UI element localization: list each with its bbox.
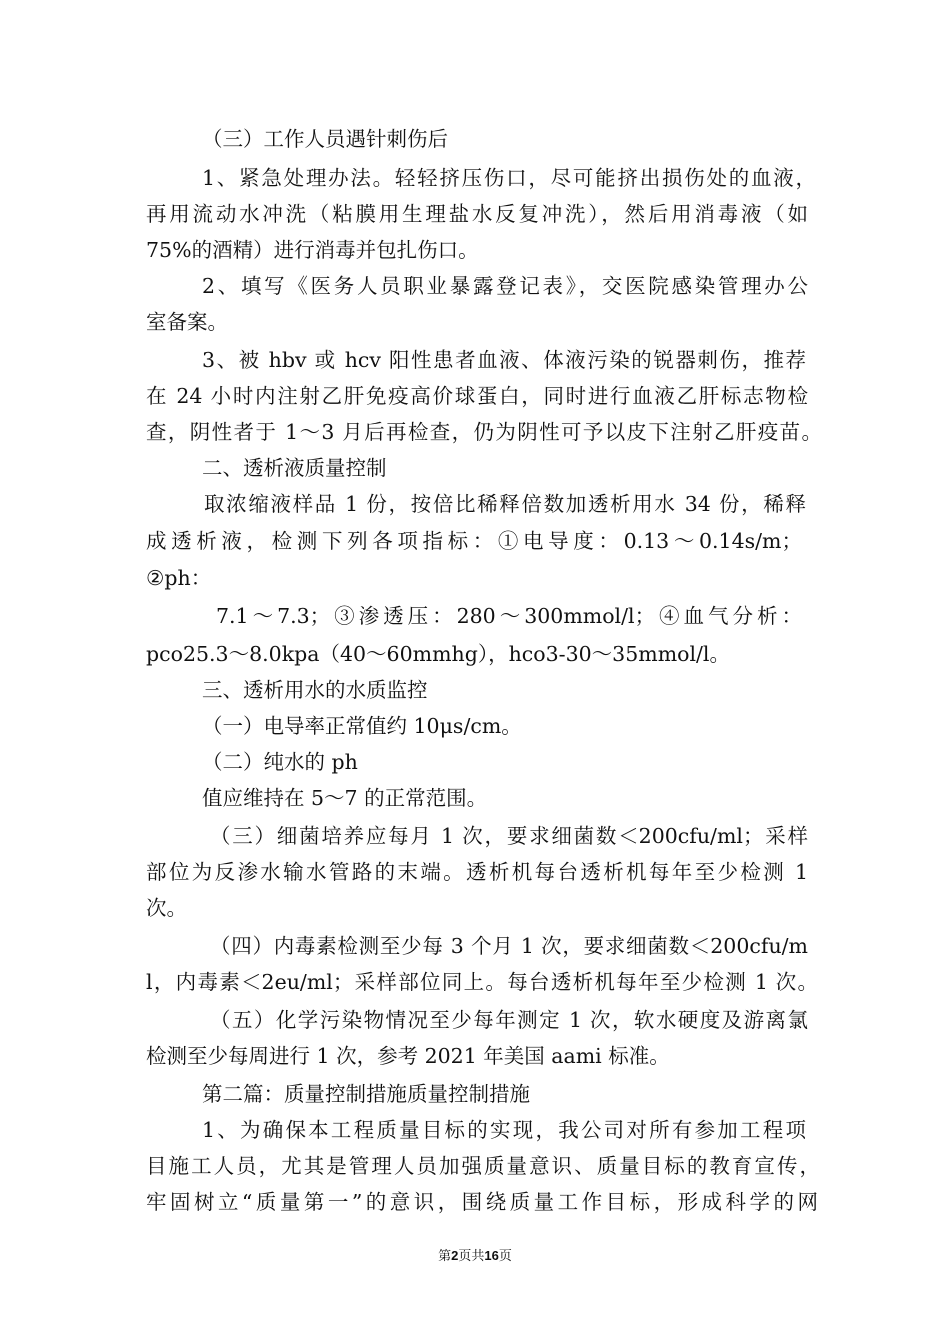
page-footer: [0, 1248, 950, 1265]
paragraph-line: pco25.3～8.0kpa（40～60mmhg），hco3-30～35mmol/l。: [146, 642, 730, 666]
paragraph-line: 再用流动水冲洗（粘膜用生理盐水反复冲洗），然后用消毒液（如: [146, 202, 808, 226]
footer-prefix: 第: [438, 1249, 452, 1264]
section-heading: 三、透析用水的水质监控: [202, 678, 428, 702]
page-total: 16: [484, 1248, 499, 1263]
footer-suffix: 页: [498, 1249, 512, 1264]
paragraph-line: 检测至少每周进行 1 次，参考 2021 年美国 aami 标准。: [146, 1044, 670, 1068]
paragraph-line: 牢固树立“质量第一”的意识，围绕质量工作目标，形成科学的网: [146, 1190, 818, 1214]
paragraph-line: ②ph：: [146, 566, 212, 590]
paragraph-line: （五）化学污染物情况至少每年测定 1 次，软水硬度及游离氯: [210, 1008, 808, 1032]
paragraph-line: 3、被 hbv 或 hcv 阳性患者血液、体液污染的锐器刺伤，推荐: [202, 348, 806, 372]
paragraph-line: 1、紧急处理办法。轻轻挤压伤口，尽可能挤出损伤处的血液，: [202, 166, 816, 190]
paragraph-line: 部位为反渗水输水管路的末端。透析机每台透析机每年至少检测 1: [146, 860, 808, 884]
paragraph-line: 在 24 小时内注射乙肝免疫高价球蛋白，同时进行血液乙肝标志物检: [146, 384, 808, 408]
paragraph-line: （一）电导率正常值约 10μs/cm。: [202, 714, 522, 738]
section-heading: 第二篇：质量控制措施质量控制措施: [202, 1082, 530, 1106]
paragraph-line: （二）纯水的 ph: [202, 750, 358, 774]
footer-middle: 页共: [458, 1249, 485, 1264]
paragraph-line: 成透析液，检测下列各项指标：①电导度：0.13～0.14s/m；: [146, 529, 802, 553]
paragraph-line: 查，阴性者于 1～3 月后再检查，仍为阴性可予以皮下注射乙肝疫苗。: [146, 420, 822, 444]
paragraph-line: 2、填写《医务人员职业暴露登记表》，交医院感染管理办公: [202, 274, 808, 298]
paragraph-line: 取浓缩液样品 1 份，按倍比稀释倍数加透析用水 34 份，稀释: [204, 492, 806, 516]
paragraph-line: 室备案。: [146, 310, 228, 334]
paragraph-line: 目施工人员，尤其是管理人员加强质量意识、质量目标的教育宣传，: [146, 1154, 820, 1178]
paragraph-line: 7.1～7.3；③渗透压：280～300mmol/l；④血气分析：: [216, 604, 802, 628]
paragraph-line: 75%的酒精）进行消毒并包扎伤口。: [146, 238, 479, 262]
paragraph-line: 值应维持在 5～7 的正常范围。: [202, 786, 488, 810]
page-number: 2: [451, 1248, 459, 1263]
paragraph-line: 次。: [146, 896, 187, 920]
paragraph-line: （三）细菌培养应每月 1 次，要求细菌数＜200cfu/ml；采样: [210, 824, 808, 848]
paragraph-line: 1、为确保本工程质量目标的实现，我公司对所有参加工程项: [202, 1118, 806, 1142]
section-heading: 二、透析液质量控制: [202, 456, 387, 480]
paragraph-line: l，内毒素＜2eu/ml；采样部位同上。每台透析机每年至少检测 1 次。: [146, 970, 818, 994]
section-heading: （三）工作人员遇针刺伤后: [202, 127, 448, 151]
paragraph-line: （四）内毒素检测至少每 3 个月 1 次，要求细菌数＜200cfu/m: [210, 934, 808, 958]
